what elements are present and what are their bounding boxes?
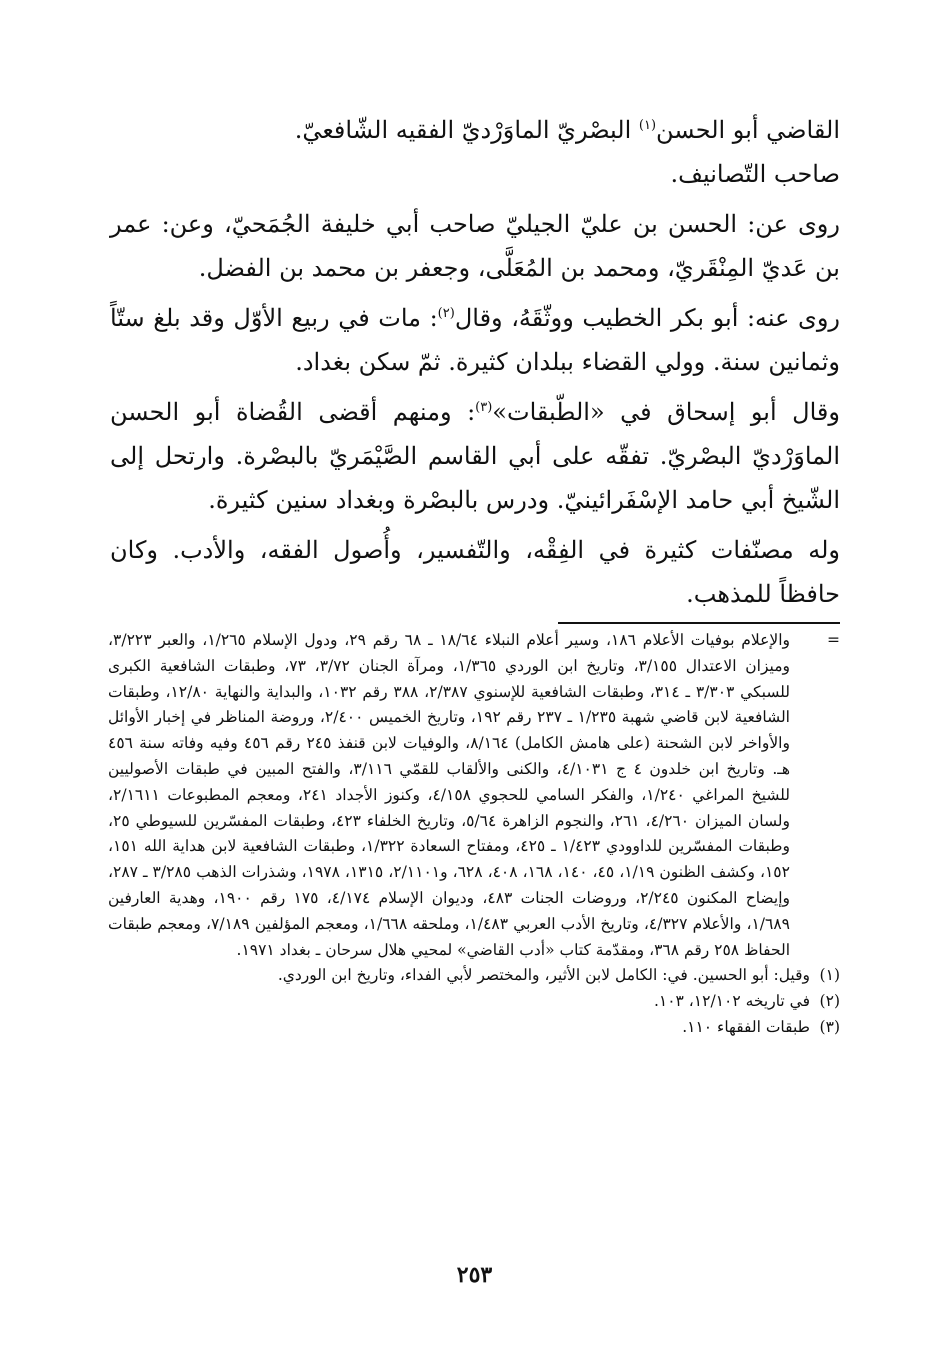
heading-part-2: البصْريّ الماوَرْديّ الفقيه الشّافعيّ.: [294, 116, 639, 144]
tabaqat-paragraph: [110, 390, 840, 522]
footnote-2: [108, 989, 840, 1015]
biography-heading: [110, 108, 840, 152]
footnote-3: [108, 1015, 840, 1041]
footnote-divider: [558, 622, 840, 624]
footnote-ref-3: (٣): [475, 400, 493, 415]
footnote-2-text: في تاريخه ١٢/١٠٢، ١٠٣.: [653, 992, 810, 1011]
narrated-from-paragraph: روى عن: الحسن بن عليّ الجيليّ صاحب أبي خليفة الجُمَحيّ، وعن: عمر بن عَديّ المِنْقَريّ، ومحمد بن المُعَلَّى، وجعفر بن محمد بن الفضل.: [110, 210, 840, 282]
footnote-1-text: وقيل: أبو الحسين. في: الكامل لابن الأثير، والمختصر لأبي الفداء، وتاريخ ابن الوردي.: [277, 966, 810, 985]
narrated-by-paragraph: [110, 296, 840, 384]
continuation-mark: =: [827, 631, 840, 649]
narrated-by-part-2: : مات في ربيع الأوّل وقد بلغ ستّاً وثمانين سنة. وولي القضاء ببلدان كثيرة. ثمّ سكن بغداد.: [110, 304, 840, 376]
page-number: ٢٥٣: [456, 1262, 493, 1288]
heading-part-1: القاضي أبو الحسن: [656, 116, 840, 144]
footnote-1: [108, 963, 840, 989]
author-line: صاحب التّصانيف.: [670, 160, 840, 188]
footnote-ref-1: (١): [638, 118, 657, 133]
footnote-3-number: (٣): [819, 1017, 840, 1036]
works-paragraph: وله مصنّفات كثيرة في الفِقْه، والتّفسير، وأُصول الفقه، والأدب. وكان حافظاً للمذهب.: [110, 536, 840, 608]
footnote-continuation: [108, 628, 840, 963]
tabaqat-part-1: وقال أبو إسحاق في «الطّبقات»: [492, 398, 840, 426]
narrated-by-part-1: روى عنه: أبو بكر الخطيب ووثّقَهُ، وقال: [454, 304, 840, 332]
footnotes: [108, 628, 840, 1041]
footnote-ref-2: (٢): [437, 306, 455, 321]
tabaqat-part-2: : ومنهم أقضى القُضاة أبو الحسن الماوَرْديّ البصْريّ. تفقّه على أبي القاسم الصَّيْمَريّ بالبصْرة. وارتحل إلى الشّيخ أبي حامد الإسْفَرائينيّ. ودرس بالبصْرة وبغداد سنين كثيرة.: [110, 398, 840, 514]
footnote-3-text: طبقات الفقهاء ١١٠.: [682, 1017, 810, 1036]
continuation-text: والإعلام بوفيات الأعلام ١٨٦، وسير أعلام النبلاء ١٨/٦٤ ـ ٦٨ رقم ٢٩، ودول الإسلام ١/٢٦٥، والعبر ٣/٢٢٣، وميزان الاعتدال ٣/١٥٥، وتاريخ ابن الوردي ١/٣٦٥، ومرآة الجنان ٣/٧٢، ٧٣، وطبقات الشافعية الكبرى للسبكي ٣/٣٠٣ ـ ٣١٤، وطبقات الشافعية للإسنوي ٢/٣٨٧، ٣٨٨ رقم ١٠٣٢، والبداية والنهاية ١٢/٨٠، وطبقات الشافعية لابن قاضي شهبة ١/٢٣٥ ـ ٢٣٧ رقم ١٩٢، وتاريخ الخميس ٢/٤٠٠، وروضة المناظر في إخبار الأوائل والأواخر لابن الشحنة (على هامش الكامل) ٨/١٦٤، والوفيات لابن قنفذ ٢٤٥ رقم ٤٥٦ وفيه وفاته سنة ٤٥٦ هـ. وتاريخ ابن خلدون ٤ ج ٤/١٠٣١، والكنى والألقاب للقمّي ٣/١١٦، والفتح المبين في طبقات الأصوليين للشيخ المراغي ١/٢٤٠، والفكر السامي للحجوي ٤/١٥٨، وكنوز الأجداد ٢٤١، ومعجم المطبوعات ٢/١٦١١، ولسان الميزان ٤/٢٦٠، ٢٦١، والنجوم الزاهرة ٥/٦٤، وتاريخ الخلفاء ٤٢٣، وطبقات المفسّرين للسيوطي ٢٥، وطبقات المفسّرين للداوودي ١/٤٢٣ ـ ٤٢٥، ومفتاح السعادة ١/٣٢٢، وطبقات الشافعية لابن هداية الله ١٥١، ١٥٢، وكشف الظنون ١/١٩، ٤٥، ١٤٠، ١٦٨، ٤٠٨، ٦٢٨، و٢/١١٠١، ١٣١٥، ١٩٧٨، وشذرات الذهب ٣/٢٨٥ ـ ٢٨٧، وإيضاح المكنون ٢/٢٤٥، وروضات الجنات ٤٨٣، وديوان الإسلام ٤/١٧٤، ١٧٥ رقم ١٩٠٠، وهدية العارفين ١/٦٨٩، والأعلام ٤/٣٢٧، وتاريخ الأدب العربي ١/٤٨٣، وملحقه ١/٦٦٨، ومعجم المؤلفين ٧/١٨٩، ومعجم طبقات الحفاظ ٢٥٨ رقم ٣٦٨، ومقدّمة كتاب «أدب القاضي» لمحيي هلال سرحان ـ بغداد ١٩٧١.: [108, 631, 791, 959]
footnote-1-number: (١): [819, 966, 840, 985]
main-text: [110, 108, 840, 616]
footnote-2-number: (٢): [819, 992, 840, 1011]
